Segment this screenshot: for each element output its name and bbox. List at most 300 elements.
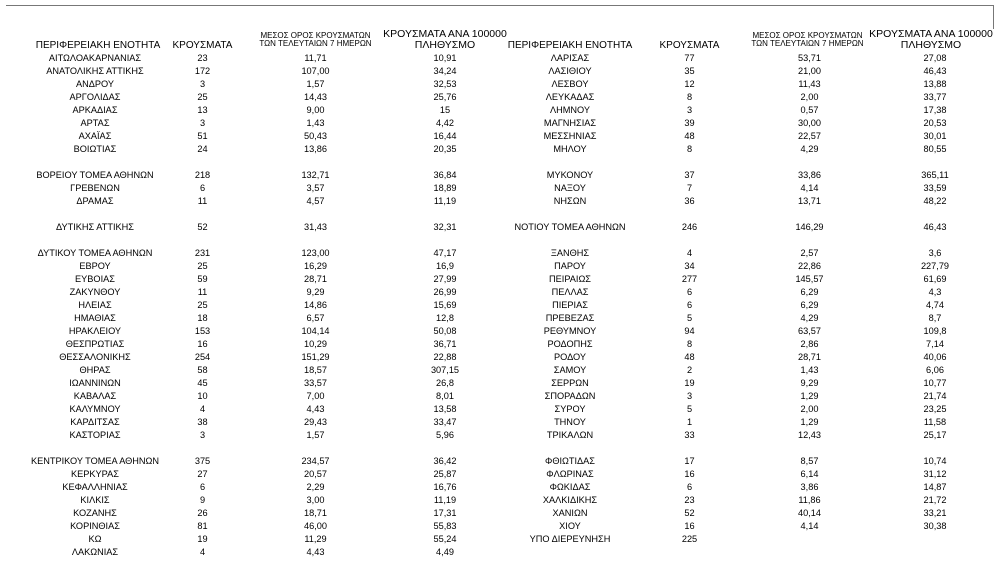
avg7-cell: 4,43 [306, 404, 325, 414]
per100k-cell: 32,53 [433, 79, 457, 89]
avg7-cell: 12,43 [798, 430, 821, 440]
header-cases-label: ΚΡΟΥΣΜΑΤΑ [172, 40, 233, 51]
cases-cell: 4 [686, 248, 693, 258]
region-cell: ΚΑΒΑΛΑΣ [73, 391, 117, 401]
avg7-cell: 46,00 [304, 521, 327, 531]
cases-cell: 9 [199, 495, 206, 505]
per100k-cell: 21,74 [923, 391, 947, 401]
region-cell: ΓΡΕΒΕΝΩΝ [70, 183, 120, 193]
region-cell: ΗΡΑΚΛΕΙΟΥ [68, 326, 122, 336]
cases-cell: 52 [197, 222, 208, 232]
cases-cell: 77 [684, 53, 695, 63]
region-cell: ΔΥΤΙΚΗΣ ΑΤΤΙΚΗΣ [56, 222, 134, 232]
region-cell: ΛΑΚΩΝΙΑΣ [71, 547, 119, 557]
avg7-cell: 4,29 [800, 313, 819, 323]
avg7-cell: 1,57 [306, 430, 325, 440]
per100k-cell: 18,89 [433, 183, 457, 193]
cases-cell: 37 [684, 170, 695, 180]
cases-cell: 2 [686, 365, 693, 375]
region-cell: ΣΑΜΟΥ [553, 365, 587, 375]
region-cell: ΝΑΞΟΥ [554, 183, 586, 193]
avg7-cell: 1,57 [306, 79, 325, 89]
avg7-cell: 16,29 [304, 261, 327, 271]
per100k-cell: 30,38 [923, 521, 947, 531]
cases-cell: 153 [194, 326, 211, 336]
per100k-cell: 48,22 [923, 196, 947, 206]
table-row-right [0, 65, 1000, 78]
region-cell: ΔΥΤΙΚΟΥ ΤΟΜΕΑ ΑΘΗΝΩΝ [37, 248, 153, 258]
region-cell: ΚΕΝΤΡΙΚΟΥ ΤΟΜΕΑ ΑΘΗΝΩΝ [30, 456, 160, 466]
table-row-right [0, 91, 1000, 104]
header-region-label: ΠΕΡΙΦΕΡΕΙΑΚΗ ΕΝΟΤΗΤΑ [507, 40, 633, 51]
per100k-cell: 33,47 [433, 417, 457, 427]
avg7-cell: 6,57 [306, 313, 325, 323]
avg7-cell: 22,86 [798, 261, 821, 271]
table-row-right [0, 507, 1000, 520]
avg7-cell: 22,57 [798, 131, 821, 141]
cases-cell: 24 [197, 144, 208, 154]
region-cell: ΣΥΡΟΥ [554, 404, 586, 414]
cases-cell: 19 [197, 534, 208, 544]
per100k-cell: 10,74 [923, 456, 947, 466]
region-cell: ΜΑΓΝΗΣΙΑΣ [543, 118, 597, 128]
per100k-cell: 31,12 [923, 469, 947, 479]
per100k-cell: 8,7 [928, 313, 942, 323]
avg7-cell: 146,29 [795, 222, 824, 232]
per100k-cell: 33,59 [923, 183, 947, 193]
top-border-line [6, 5, 994, 6]
region-cell: ΦΩΚΙΔΑΣ [549, 482, 591, 492]
region-cell: ΘΕΣΣΑΛΟΝΙΚΗΣ [59, 352, 131, 362]
avg7-cell: 11,43 [798, 79, 821, 89]
cases-cell: 254 [194, 352, 211, 362]
region-cell: ΡΟΔΟΠΗΣ [547, 339, 593, 349]
region-cell: ΧΑΛΚΙΔΙΚΗΣ [542, 495, 598, 505]
per100k-cell: 20,35 [433, 144, 457, 154]
region-cell: ΝΗΣΩΝ [553, 196, 587, 206]
per100k-cell: 11,58 [923, 417, 947, 427]
header-cases-left [165, 41, 240, 52]
per100k-cell: 33,21 [923, 508, 947, 518]
region-cell: ΛΑΣΙΘΙΟΥ [548, 66, 592, 76]
cases-cell: 23 [197, 53, 208, 63]
avg7-cell: 9,00 [306, 105, 325, 115]
per100k-cell: 15,69 [433, 300, 457, 310]
region-cell: ΜΕΣΣΗΝΙΑΣ [543, 131, 597, 141]
avg7-cell: 0,57 [800, 105, 819, 115]
per100k-cell: 365,11 [921, 170, 949, 180]
region-cell: ΕΒΡΟΥ [79, 261, 111, 271]
cases-cell: 17 [684, 456, 695, 466]
region-cell: ΑΧΑΪΑΣ [78, 131, 112, 141]
header-per100k-line2: ΠΛΗΘΥΣΜΟ [900, 39, 962, 52]
region-cell: ΡΟΔΟΥ [553, 352, 586, 362]
per100k-cell: 46,43 [923, 222, 947, 232]
table-row-right [0, 351, 1000, 364]
avg7-cell: 3,57 [306, 183, 325, 193]
avg7-cell: 1,43 [800, 365, 819, 375]
region-cell: ΣΠΟΡΑΔΩΝ [544, 391, 596, 401]
table-row-right [0, 273, 1000, 286]
avg7-cell: 4,43 [306, 547, 325, 557]
table-row-right [0, 390, 1000, 403]
region-cell: ΧΙΟΥ [559, 521, 581, 531]
avg7-cell: 11,29 [304, 534, 327, 544]
avg7-cell: 2,29 [306, 482, 325, 492]
region-cell: ΞΑΝΘΗΣ [550, 248, 590, 258]
region-cell: ΡΕΘΥΜΝΟΥ [543, 326, 597, 336]
cases-cell: 25 [197, 261, 208, 271]
cases-cell: 3 [686, 391, 693, 401]
header-avg-line2: ΤΩΝ ΤΕΛΕΥΤΑΙΩΝ 7 ΗΜΕΡΩΝ [751, 39, 864, 49]
table-row-right [0, 169, 1000, 182]
avg7-cell: 13,86 [304, 144, 327, 154]
header-avg-line1: ΜΕΣΟΣ ΟΡΟΣ ΚΡΟΥΣΜΑΤΩΝ [260, 31, 371, 40]
cases-cell: 11 [197, 196, 208, 206]
avg7-cell: 3,86 [800, 482, 819, 492]
per100k-cell: 8,01 [436, 391, 454, 401]
cases-cell: 52 [684, 508, 695, 518]
region-cell: ΖΑΚΥΝΘΟΥ [69, 287, 121, 297]
cases-cell: 11 [197, 287, 208, 297]
header-region-right [490, 41, 650, 52]
avg7-cell: 18,71 [304, 508, 327, 518]
per100k-cell: 13,58 [433, 404, 457, 414]
per100k-cell: 307,15 [430, 365, 460, 375]
table-row-right [0, 533, 1000, 546]
header-per100k-line1: ΚΡΟΥΣΜΑΤΑ ΑΝΑ 100000 [869, 28, 993, 40]
region-cell: ΛΕΣΒΟΥ [551, 79, 589, 89]
cases-cell: 25 [197, 300, 208, 310]
header-cases-label: ΚΡΟΥΣΜΑΤΑ [659, 40, 720, 51]
cases-cell: 5 [686, 313, 693, 323]
header-avg-left [258, 32, 373, 49]
table-row-right [0, 455, 1000, 468]
cases-cell: 6 [686, 300, 693, 310]
avg7-cell: 107,00 [301, 66, 330, 76]
avg7-cell: 21,00 [798, 66, 821, 76]
table-row-right [0, 221, 1000, 234]
cases-cell: 3 [686, 105, 693, 115]
cases-cell: 4 [199, 547, 206, 557]
per100k-cell: 61,69 [923, 274, 947, 284]
per100k-cell: 4,74 [926, 300, 944, 310]
avg7-cell: 63,57 [798, 326, 821, 336]
cases-cell: 33 [684, 430, 695, 440]
region-cell: ΛΑΡΙΣΑΣ [550, 53, 590, 63]
per100k-cell: 55,24 [433, 534, 457, 544]
avg7-cell: 104,14 [301, 326, 330, 336]
table-row-right [0, 130, 1000, 143]
header-per100k-line2: ΠΛΗΘΥΣΜΟ [414, 39, 476, 52]
per100k-cell: 11,19 [433, 495, 457, 505]
table-row-right [0, 468, 1000, 481]
region-cell: ΑΡΓΟΛΙΔΑΣ [69, 92, 121, 102]
region-cell: ΦΘΙΩΤΙΔΑΣ [544, 456, 595, 466]
region-cell: ΠΙΕΡΙΑΣ [552, 300, 588, 310]
cases-cell: 8 [686, 339, 693, 349]
avg7-cell: 53,71 [798, 53, 821, 63]
cases-cell: 4 [199, 404, 206, 414]
region-cell: ΚΑΣΤΟΡΙΑΣ [69, 430, 121, 440]
region-cell: ΕΥΒΟΙΑΣ [75, 274, 115, 284]
region-cell: ΘΕΣΠΡΩΤΙΑΣ [65, 339, 125, 349]
cases-cell: 6 [686, 482, 693, 492]
avg7-cell: 9,29 [306, 287, 325, 297]
cases-cell: 19 [684, 378, 695, 388]
per100k-cell: 36,84 [433, 170, 457, 180]
avg7-cell: 151,29 [301, 352, 330, 362]
cases-cell: 10 [197, 391, 208, 401]
table-row-right [0, 195, 1000, 208]
table-row-left [0, 546, 1000, 559]
avg7-cell: 234,57 [301, 456, 330, 466]
avg7-cell: 18,57 [304, 365, 327, 375]
cases-cell: 38 [197, 417, 208, 427]
cases-cell: 27 [197, 469, 208, 479]
avg7-cell: 31,43 [304, 222, 327, 232]
per100k-cell: 17,38 [923, 105, 947, 115]
region-cell: ΣΕΡΡΩΝ [551, 378, 589, 388]
per100k-cell: 21,72 [923, 495, 947, 505]
per100k-cell: 16,9 [436, 261, 454, 271]
avg7-cell: 7,00 [306, 391, 325, 401]
header-per100k-right [866, 29, 996, 51]
avg7-cell: 3,00 [306, 495, 325, 505]
cases-cell: 3 [199, 430, 206, 440]
avg7-cell: 1,29 [800, 391, 819, 401]
cases-cell: 25 [197, 92, 208, 102]
cases-cell: 231 [194, 248, 211, 258]
header-avg-right [750, 32, 865, 49]
cases-cell: 94 [684, 326, 695, 336]
cases-cell: 39 [684, 118, 695, 128]
per100k-cell: 55,83 [433, 521, 457, 531]
cases-cell: 81 [197, 521, 208, 531]
avg7-cell: 9,29 [800, 378, 819, 388]
per100k-cell: 16,44 [433, 131, 457, 141]
region-cell: ΚΑΛΥΜΝΟΥ [69, 404, 121, 414]
avg7-cell: 14,86 [304, 300, 327, 310]
cases-cell: 1 [686, 417, 693, 427]
per100k-cell: 36,71 [433, 339, 457, 349]
avg7-cell: 28,71 [304, 274, 327, 284]
avg7-cell: 6,14 [800, 469, 819, 479]
table-row-right [0, 312, 1000, 325]
per100k-cell: 16,76 [433, 482, 457, 492]
per100k-cell: 4,42 [436, 118, 454, 128]
cases-cell: 6 [199, 482, 206, 492]
cases-cell: 13 [197, 105, 208, 115]
table-row-right [0, 143, 1000, 156]
per100k-cell: 4,3 [928, 287, 942, 297]
avg7-cell: 20,57 [304, 469, 327, 479]
region-cell: ΑΡΤΑΣ [80, 118, 110, 128]
cases-cell: 218 [194, 170, 211, 180]
per100k-cell: 3,6 [928, 248, 942, 258]
table-row-right [0, 416, 1000, 429]
per100k-cell: 46,43 [923, 66, 947, 76]
per100k-cell: 25,87 [433, 469, 457, 479]
table-row-right [0, 247, 1000, 260]
header-avg-line2: ΤΩΝ ΤΕΛΕΥΤΑΙΩΝ 7 ΗΜΕΡΩΝ [259, 39, 372, 49]
region-cell: ΗΜΑΘΙΑΣ [74, 313, 116, 323]
per100k-cell: 4,49 [436, 547, 454, 557]
region-cell: ΦΛΩΡΙΝΑΣ [546, 469, 594, 479]
region-cell: ΚΕΦΑΛΛΗΝΙΑΣ [62, 482, 128, 492]
cases-cell: 36 [684, 196, 695, 206]
per100k-cell: 5,96 [436, 430, 454, 440]
per100k-cell: 50,08 [433, 326, 457, 336]
avg7-cell: 40,14 [798, 508, 821, 518]
region-cell: ΒΟΡΕΙΟΥ ΤΟΜΕΑ ΑΘΗΝΩΝ [36, 170, 154, 180]
region-cell: ΔΡΑΜΑΣ [76, 196, 114, 206]
avg7-cell: 2,00 [800, 404, 819, 414]
per100k-cell: 14,87 [923, 482, 947, 492]
region-cell: ΑΙΤΩΛΟΑΚΑΡΝΑΝΙΑΣ [48, 53, 142, 63]
avg7-cell: 30,00 [798, 118, 821, 128]
table-row-right [0, 52, 1000, 65]
region-cell: ΛΕΥΚΑΔΑΣ [545, 92, 595, 102]
table-row-right [0, 520, 1000, 533]
cases-cell: 8 [686, 92, 693, 102]
table-row-right [0, 182, 1000, 195]
per100k-cell: 34,24 [433, 66, 457, 76]
table-row-right [0, 494, 1000, 507]
per100k-cell: 109,8 [923, 326, 947, 336]
region-cell: ΚΟΖΑΝΗΣ [73, 508, 117, 518]
cases-cell: 375 [194, 456, 211, 466]
avg7-cell: 33,57 [304, 378, 327, 388]
region-cell: ΚΙΛΚΙΣ [80, 495, 110, 505]
table-row-right [0, 403, 1000, 416]
per100k-cell: 27,99 [433, 274, 457, 284]
table-row-right [0, 299, 1000, 312]
per100k-cell: 25,17 [923, 430, 947, 440]
avg7-cell: 11,86 [798, 495, 821, 505]
per100k-cell: 27,08 [923, 53, 947, 63]
table-row-right [0, 364, 1000, 377]
region-cell: ΛΗΜΝΟΥ [549, 105, 591, 115]
region-cell: ΚΩ [88, 534, 102, 544]
cases-cell: 12 [684, 79, 695, 89]
per100k-cell: 20,53 [923, 118, 947, 128]
avg7-cell: 10,29 [304, 339, 327, 349]
cases-cell: 35 [684, 66, 695, 76]
avg7-cell: 4,14 [800, 521, 819, 531]
cases-cell: 18 [197, 313, 208, 323]
cases-cell: 3 [199, 79, 206, 89]
avg7-cell: 2,00 [800, 92, 819, 102]
per100k-cell: 36,42 [433, 456, 457, 466]
cases-cell: 23 [684, 495, 695, 505]
region-cell: ΠΕΛΛΑΣ [551, 287, 589, 297]
cases-cell: 246 [681, 222, 698, 232]
cases-cell: 6 [686, 287, 693, 297]
per100k-cell: 10,77 [923, 378, 947, 388]
avg7-cell: 123,00 [301, 248, 330, 258]
per100k-cell: 17,31 [433, 508, 457, 518]
cases-cell: 48 [684, 352, 695, 362]
header-avg-line1: ΜΕΣΟΣ ΟΡΟΣ ΚΡΟΥΣΜΑΤΩΝ [752, 31, 863, 40]
region-cell: ΙΩΑΝΝΙΝΩΝ [69, 378, 121, 388]
region-cell: ΠΑΡΟΥ [554, 261, 586, 271]
table-row-right [0, 377, 1000, 390]
table-row-right [0, 429, 1000, 442]
region-cell: ΑΝΔΡΟΥ [75, 79, 114, 89]
per100k-cell: 7,14 [926, 339, 944, 349]
cases-cell: 277 [681, 274, 698, 284]
region-cell: ΑΡΚΑΔΙΑΣ [72, 105, 118, 115]
region-cell: ΤΗΝΟΥ [554, 417, 586, 427]
per100k-cell: 80,55 [923, 144, 947, 154]
per100k-cell: 23,25 [923, 404, 947, 414]
avg7-cell: 4,29 [800, 144, 819, 154]
table-row-right [0, 338, 1000, 351]
per100k-cell: 47,17 [433, 248, 457, 258]
region-cell: ΚΕΡΚΥΡΑΣ [71, 469, 119, 479]
table-row-right [0, 481, 1000, 494]
per100k-cell: 30,01 [923, 131, 947, 141]
region-cell: ΚΑΡΔΙΤΣΑΣ [70, 417, 120, 427]
avg7-cell: 2,57 [800, 248, 819, 258]
avg7-cell: 14,43 [304, 92, 327, 102]
avg7-cell: 28,71 [798, 352, 821, 362]
cases-cell: 58 [197, 365, 208, 375]
region-cell: ΜΗΛΟΥ [553, 144, 587, 154]
header-per100k-line1: ΚΡΟΥΣΜΑΤΑ ΑΝΑ 100000 [383, 28, 507, 40]
cases-cell: 48 [684, 131, 695, 141]
region-cell: ΤΡΙΚΑΛΩΝ [546, 430, 594, 440]
cases-cell: 45 [197, 378, 208, 388]
region-cell: ΧΑΝΙΩΝ [552, 508, 588, 518]
region-cell: ΑΝΑΤΟΛΙΚΗΣ ΑΤΤΙΚΗΣ [46, 66, 144, 76]
region-cell: ΜΥΚΟΝΟΥ [546, 170, 594, 180]
cases-cell: 172 [194, 66, 211, 76]
per100k-cell: 11,19 [433, 196, 457, 206]
cases-cell: 8 [686, 144, 693, 154]
header-region-label: ΠΕΡΙΦΕΡΕΙΑΚΗ ΕΝΟΤΗΤΑ [35, 40, 161, 51]
table-row-right [0, 117, 1000, 130]
avg7-cell: 6,29 [800, 287, 819, 297]
cases-cell: 51 [197, 131, 208, 141]
avg7-cell: 11,71 [304, 53, 327, 63]
cases-cell: 16 [684, 469, 695, 479]
region-cell: ΒΟΙΩΤΙΑΣ [73, 144, 117, 154]
table-row-right [0, 325, 1000, 338]
table-row-right [0, 260, 1000, 273]
per100k-cell: 22,88 [433, 352, 457, 362]
region-cell: ΗΛΕΙΑΣ [78, 300, 112, 310]
cases-cell: 59 [197, 274, 208, 284]
avg7-cell: 8,57 [800, 456, 819, 466]
avg7-cell: 13,71 [798, 196, 821, 206]
avg7-cell: 145,57 [795, 274, 824, 284]
avg7-cell: 33,86 [798, 170, 821, 180]
per100k-cell: 227,79 [920, 261, 950, 271]
cases-cell: 34 [684, 261, 695, 271]
per100k-cell: 10,91 [433, 53, 457, 63]
table-row-right [0, 78, 1000, 91]
header-cases-right [652, 41, 727, 52]
per100k-cell: 26,99 [433, 287, 457, 297]
avg7-cell: 4,57 [306, 196, 325, 206]
cases-cell: 225 [681, 534, 698, 544]
per100k-cell: 6,06 [926, 365, 944, 375]
cases-cell: 16 [684, 521, 695, 531]
per100k-cell: 13,88 [923, 79, 947, 89]
region-cell: ΠΕΙΡΑΙΩΣ [549, 274, 591, 284]
